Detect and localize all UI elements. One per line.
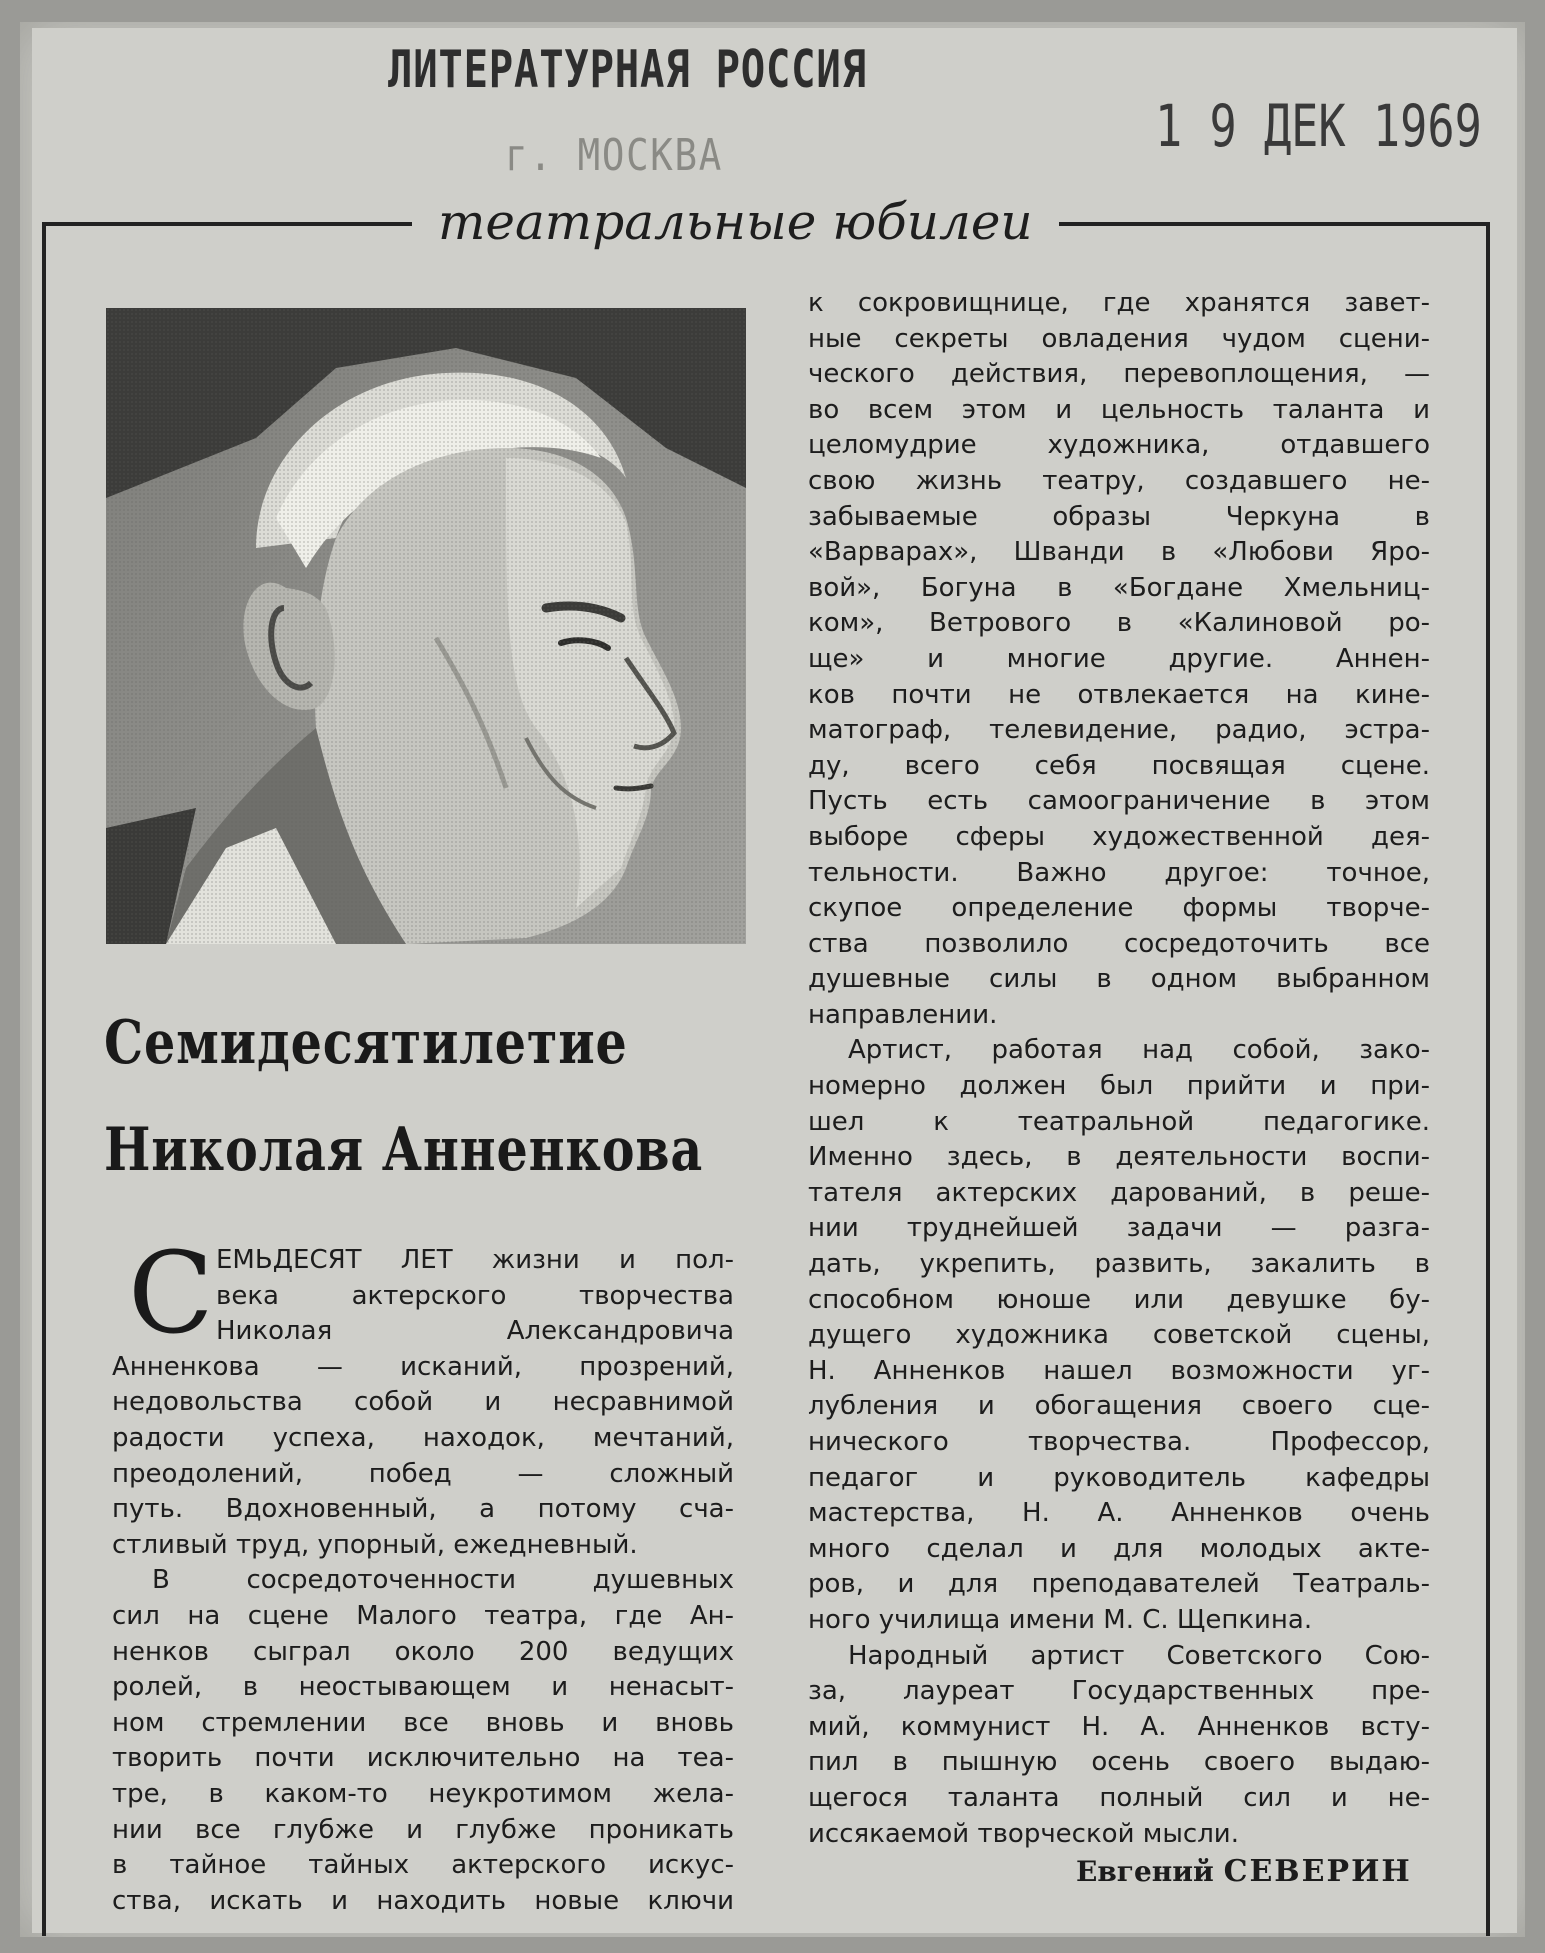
text-line: Именно здесь, в деятельности воспи- [808,1142,1430,1173]
text-line: ного училища имени М. С. Щепкина. [808,1604,1313,1635]
text-line: нии все глубже и глубже проникать [112,1814,734,1845]
portrait-photo [106,308,746,944]
text-line: за, лауреат Государственных пре- [808,1676,1430,1707]
text-line: много сделал и для молодых акте- [808,1533,1430,1564]
text-line: Анненкова — исканий, прозрений, [112,1351,734,1382]
text-line: матограф, телевидение, радио, эстра- [808,715,1430,746]
headline-line-1: Семидесятилетие [104,1008,628,1078]
headline-line-2: Николая Анненкова [104,1115,704,1185]
text-line: ков почти не отвлекается на кине- [808,679,1430,710]
text-line: радости успеха, находок, мечтаний, [112,1422,734,1453]
text-line: путь. Вдохновенный, а потому сча- [112,1494,734,1525]
city-stamp: г. МОСКВА [505,130,723,181]
text-line: «Варварах», Шванди в «Любови Яро- [808,537,1430,568]
text-line: Артист, работая над собой, зако- [848,1035,1430,1066]
text-line: Николая Александровича [216,1316,734,1347]
text-line: в тайное тайных актерского искус- [112,1850,734,1881]
text-line: ком», Ветрового в «Калиновой ро- [808,608,1430,639]
text-line: дущего художника советской сцены, [808,1320,1430,1351]
text-line: пил в пышную осень своего выдаю- [808,1747,1430,1778]
text-line: ЕМЬДЕСЯТ ЛЕТ жизни и пол- [216,1245,734,1275]
text-line: ства позволило сосредоточить все [808,928,1430,959]
text-line: свою жизнь театру, создавшего не- [808,465,1430,496]
text-line: Пусть есть самоограничение в этом [808,786,1430,817]
text-line: направлении. [808,999,998,1030]
text-line: стливый труд, упорный, ежедневный. [112,1529,638,1560]
text-line: к сокровищнице, где хранятся завет- [808,288,1430,318]
author-last-name: СЕВЕРИН [1223,1854,1412,1889]
drop-cap: С [128,1229,214,1359]
date-stamp: 1 9 ДЕК 1969 [1155,92,1482,160]
text-line: ном стремлении все вновь и вновь [112,1707,734,1738]
publication-stamp: ЛИТЕРАТУРНАЯ РОССИЯ [388,40,867,100]
text-line: вой», Богуна в «Богдане Хмельниц- [808,572,1430,603]
text-line: дать, укрепить, развить, закалить в [808,1249,1430,1280]
text-line: педагог и руководитель кафедры [808,1462,1430,1493]
text-line: века актерского творчества [216,1280,734,1311]
text-line: душевные силы в одном выбранном [808,964,1430,995]
text-line: недовольства собой и несравнимой [112,1387,734,1418]
text-line: нии труднейшей задачи — разга- [808,1213,1430,1244]
text-line: выборе сферы художественной дея- [808,821,1430,852]
article-column-left [112,1229,734,1919]
text-line: Н. Анненков нашел возможности уг- [808,1355,1430,1386]
text-line: В сосредоточенности душевных [152,1565,734,1596]
text-line: ролей, в неостывающем и ненасыт- [112,1672,734,1703]
text-line: номерно должен был прийти и при- [808,1071,1430,1102]
section-rubric: театральные юбилеи [412,193,1059,251]
text-line: ства, искать и находить новые ключи [112,1885,734,1916]
text-line: нического творчества. Профессор, [808,1427,1430,1457]
text-line: преодолений, побед — сложный [112,1458,734,1489]
text-line: иссякаемой творческой мысли. [808,1818,1239,1849]
text-line: тре, в каком-то неукротимом жела- [112,1778,734,1809]
text-line: ческого действия, перевоплощения, — [808,359,1430,390]
text-line: ров, и для преподавателей Театраль- [808,1569,1430,1600]
portrait-image [106,308,746,944]
article-column-right [808,286,1430,1852]
text-line: щегося таланта полный сил и не- [808,1782,1430,1813]
text-line: ненков сыграл около 200 ведущих [112,1636,734,1667]
text-line: во всем этом и цельность таланта и [808,394,1430,425]
text-line: мий, коммунист Н. А. Анненков всту- [808,1711,1430,1742]
text-line: забываемые образы Черкуна в [808,501,1430,532]
text-line: способном юноше или девушке бу- [808,1284,1430,1315]
text-line: ще» и многие другие. Аннен- [808,643,1430,674]
author-signature [1076,1854,1412,1889]
text-line: тателя актерских дарований, в реше- [808,1177,1430,1208]
text-line: Народный артист Советского Сою- [848,1640,1430,1671]
text-line: творить почти исключительно на теа- [112,1743,734,1774]
text-line: мастерства, Н. А. Анненков очень [808,1498,1430,1529]
text-line: лубления и обогащения своего сце- [808,1391,1430,1422]
text-line: скупое определение формы творче- [808,893,1430,924]
text-line: тельности. Важно другое: точное, [808,857,1430,888]
text-line: сил на сцене Малого театра, где Ан- [112,1600,734,1631]
author-first-name: Евгений [1076,1855,1214,1888]
text-line: ду, всего себя посвящая сцене. [808,750,1430,781]
text-line: целомудрие художника, отдавшего [808,430,1430,461]
text-line: шел к театральной педагогике. [808,1106,1430,1137]
text-line: ные секреты овладения чудом сцени- [808,323,1430,354]
